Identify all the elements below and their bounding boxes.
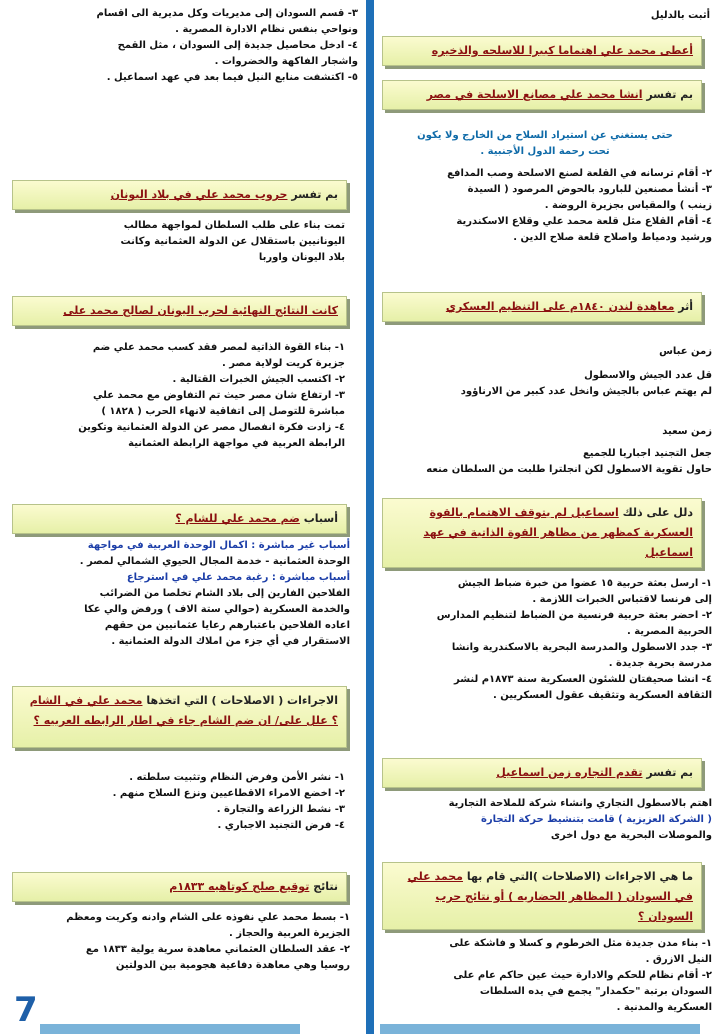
list-item: ١- ارسل بعثة حربية ١٥ عضوا من خبرة ضباط الجيش	[457, 578, 712, 589]
ismail-list	[382, 576, 712, 704]
text-line: اعاده الفلاحين باعتبارهم رعايا عثمانيين من حقهم	[104, 620, 350, 631]
list-item: ٤- أقام القلاع مثل قلعة محمد علي وقلاع الاسكندرية	[456, 216, 712, 227]
text-line: والموصلات البحرية مع دول اخرى	[550, 830, 712, 841]
header-title: ضم محمد علي للشام ؟	[175, 512, 300, 525]
list-item: الرابطة العربية في مواجهة الرابطة العثمانية	[128, 438, 345, 449]
prove-header	[382, 36, 702, 66]
results-list	[20, 340, 345, 452]
header-question: بم تفسر	[291, 188, 338, 201]
list-item: ١- بناء القوة الذاتية لمصر فقد كسب محمد علي ضم	[92, 342, 345, 353]
list-item: ١- بناء مدن جديدة مثل الخرطوم و كسلا و فاشكة على	[449, 938, 712, 949]
header-title: كانت النتائج النهائية لحرب اليونان لصالح محمد على	[63, 304, 338, 317]
header-title: أعطى محمد علي اهتماما كبيرا للاسلحه والذخيره	[431, 44, 693, 57]
list-item: الجزيرة العربية والحجاز .	[228, 928, 350, 939]
header-question: دلل على ذلك	[622, 506, 693, 519]
list-item: زينب ) والمقياس بجزيرة الروضة .	[544, 200, 712, 211]
list-item: ٤- زادت فكرة انفصال مصر عن الدولة العثمانية وتكوين	[78, 422, 345, 433]
list-item: الثقافة العسكرية وتثقيف عقول العسكريين .	[493, 690, 712, 701]
text-line: قل عدد الجيش والاسطول	[584, 370, 712, 381]
header-title: محمد علي في السودان ( المظاهر الحضاريه ) أو نتائج حرب السودان ؟	[407, 870, 693, 923]
list-item: جزيرة كريت لولاية مصر .	[222, 358, 345, 369]
list-item: ٤- انشا صحيفتان للشئون العسكرية سنة ١٨٧٣م لنشر	[454, 674, 712, 685]
list-item: ٣- ارتفاع شان مصر حيث تم التفاوض مع محمد علي	[93, 390, 345, 401]
header-question: نتائج	[313, 880, 338, 893]
text-line: الوحدة العثمانية - خدمة المجال الحيوي الشمالي لمصر .	[79, 556, 350, 567]
header-title: حروب محمد علي في بلاد اليونان	[110, 188, 288, 201]
greece-text	[40, 218, 345, 266]
prove-label: أثبت بالدليل	[650, 10, 710, 21]
reforms-list	[70, 770, 345, 834]
treaty-header	[382, 292, 702, 322]
header-question: بم تفسر	[646, 88, 693, 101]
text-line: واشجار الفاكهة والخضروات .	[214, 56, 358, 67]
text-line: ونواحي بنفس نظام الادارة المصرية .	[175, 24, 358, 35]
list-item: ٣- جدد الاسطول والمدرسة البحرية بالاسكندرية وانشا	[451, 642, 712, 653]
list-item: روسيا وهي معاهدة دفاعية هجومية بين الدولتين	[115, 960, 350, 971]
kutahya-header	[12, 872, 347, 902]
text-line: ٥- اكتشفت منابع النيل فيما بعد في عهد اسماعيل .	[106, 72, 358, 83]
text-line: أسباب غير مباشرة : اكمال الوحدة العربية في مواجهة	[87, 540, 350, 551]
text-line: حتى يستغني عن استيراد السلاح من الخارج ولا يكون	[417, 130, 673, 141]
section-label: زمن عباس	[659, 346, 712, 357]
list-item: ٤- فرض التجنيد الاجباري .	[217, 820, 345, 831]
list-item: ورشيد ودمياط واصلاح قلعة صلاح الدين .	[513, 232, 712, 243]
list-item: السودان برتبة "حكمدار" يجمع في يده السلطات	[479, 986, 712, 997]
section-label: زمن سعيد	[662, 426, 712, 437]
list-item: ٢- عقد السلطان العثماني معاهدة سرية يولية ١٨٣٣ مع	[85, 944, 350, 955]
text-line: بلاد اليونان واوربا	[258, 252, 345, 263]
kutahya-list	[12, 910, 350, 974]
list-item: ٢- اكتسب الجيش الخبرات القتالية .	[172, 374, 345, 385]
text-line: الفلاحين الفارين إلى بلاد الشام تخلصا من الضرائب	[99, 588, 350, 599]
header-question: أثر	[678, 300, 693, 313]
list-item: النيل الازرق .	[645, 954, 712, 965]
text-line: ٣- قسم السودان إلى مديريات وكل مديرية الى اقسام	[96, 8, 358, 19]
list-item: ٢- احضر بعثة حربية فرنسية من الضباط لتنظيم المدارس	[436, 610, 712, 621]
header-question: أسباب	[303, 512, 338, 525]
header-title: اسماعيل لم يتوقف الاهتمام بالقوة العسكرية كمظهر من مظاهر القوة الذاتية في عهد اسماعيل	[423, 506, 693, 559]
list-item: ٣- نشط الزراعة والتجارة .	[216, 804, 345, 815]
list-item: إلى فرنسا لاقتباس الخبرات اللازمة .	[532, 594, 712, 605]
list-item: مباشرة للتوصل إلى اتفاقية لانهاء الحرب ( ١٨٢٨ )	[101, 406, 345, 417]
text-line: ٤- ادخل محاصيل جديدة إلى السودان ، مثل القمح	[117, 40, 358, 51]
header-title: توقيع صلح كوتاهيه ١٨٣٣م	[169, 880, 310, 893]
header-question: الاجراءات ( الاصلاحات ) التي اتخذها	[146, 694, 338, 707]
header-title: معاهدة لندن ١٨٤٠م على التنظيم العسكري	[445, 300, 675, 313]
text-line: جعل التجنيد اجباريا للجميع	[582, 448, 712, 459]
header-title: تقدم التجاره زمن اسماعيل	[496, 766, 643, 779]
greece-header	[12, 180, 347, 210]
list-item: ٣- أنشأ مصنعين للبارود بالحوض المرصود ( السيدة	[467, 184, 712, 195]
text-line: حاول تقوية الاسطول لكن انجلترا طلبت من السلطان منعه	[426, 464, 712, 475]
sudan-list	[382, 936, 712, 1016]
factories-header	[382, 80, 702, 110]
text-line: تمت بناء على طلب السلطان لمواجهة مطالب	[123, 220, 345, 231]
reforms-header	[12, 686, 347, 748]
ismail-header	[382, 498, 702, 568]
text-line: والخدمة العسكرية (حوالي ستة الاف ) ورفض والي عكا	[84, 604, 350, 615]
column-divider	[366, 0, 374, 1034]
said-section	[382, 424, 712, 478]
list-item: ١- نشر الأمن وفرض النظام وتثبيت سلطته .	[129, 772, 345, 783]
left-intro	[8, 6, 358, 86]
text-line: ( الشركة العزيزية ) قامت بتنشيط حركة التجارة	[481, 814, 712, 825]
list-item: الحربية المصرية .	[626, 626, 712, 637]
results-header	[12, 296, 347, 326]
list-item: ٢- أقام نظام للحكم والادارة حيث عين حاكم عام على	[453, 970, 712, 981]
page-number: 7	[14, 990, 38, 1030]
factories-lines	[395, 128, 695, 160]
text-line: اليونانيين باستقلال عن الدولة العثمانية وكانت	[120, 236, 345, 247]
trade-text	[382, 796, 712, 844]
header-question: بم تفسر	[646, 766, 693, 779]
bottom-decoration	[380, 1024, 700, 1034]
header-title: انشا محمد علي مصانع الاسلحة في مصر	[426, 88, 643, 101]
list-item: ٢- أقام ترسانه في القلعة لصنع الاسلحة وصب المدافع	[447, 168, 712, 179]
sham-header	[12, 504, 347, 534]
trade-header	[382, 758, 702, 788]
header-title: محمد علي في الشام ؟ علل على/ ان ضم الشام جاء في اطار الرابطه العربيه ؟	[29, 694, 338, 727]
bottom-decoration	[40, 1024, 300, 1034]
sham-text	[12, 538, 350, 650]
sudan-header	[382, 862, 702, 930]
list-item: ٢- اخضع الامراء الاقطاعيين ونزع السلاح منهم .	[112, 788, 345, 799]
factories-list	[382, 166, 712, 246]
text-line: الاستقرار في أي جزء من املاك الدولة العثمانية .	[111, 636, 350, 647]
text-line: اهتم بالاسطول التجاري وانشاء شركة للملاحة التجارية	[448, 798, 712, 809]
abbas-section	[382, 344, 712, 400]
list-item: ١- بسط محمد علي نفوذه على الشام وادنه وكريت ومعظم	[66, 912, 350, 923]
text-line: أسباب مباشرة : رغبة محمد علي في استرجاع	[126, 572, 350, 583]
list-item: العسكرية والمدنية .	[616, 1002, 712, 1013]
header-question: ما هي الاجراءات (الاصلاحات )التي قام بها	[466, 870, 693, 883]
list-item: مدرسة بحرية جديدة .	[608, 658, 712, 669]
text-line: لم يهتم عباس بالجيش وانخل عدد كبير من الارناؤود	[460, 386, 712, 397]
text-line: تحت رحمة الدول الأجنبية .	[480, 146, 610, 157]
